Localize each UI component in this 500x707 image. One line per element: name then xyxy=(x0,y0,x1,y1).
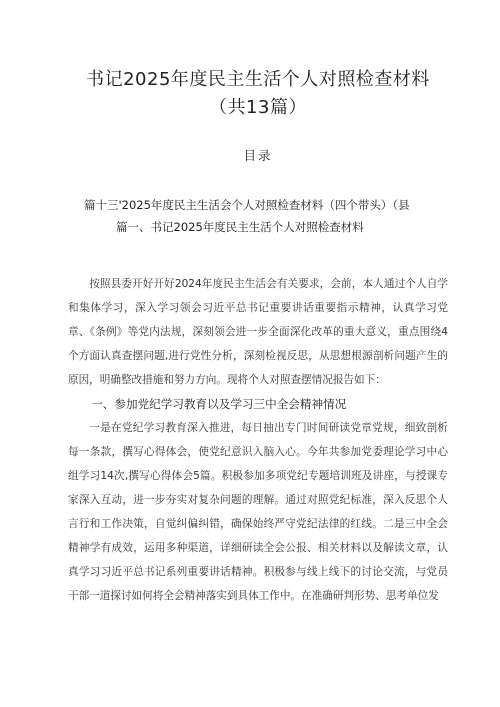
table-of-contents xyxy=(68,194,448,238)
section-paragraph: 一是在党纪学习教育深入推进，每日抽出专门时间研读党章党规，细致剖析每一条款，撰写心得体会，使党纪意识入脑入心。今年共参加党委理论学习中心组学习14次,撰写心得体会5篇。积极参加多项党纪专题培训班及讲座，与授课专家深入互动，进一步夯实对复杂问题的理解。通过对照党纪标准，深入反思个人言行和工作决策，自觉纠偏纠错，确保始终严守党纪法律的红线。二是三中全会精神学有成效，运用多种渠道，详细研读全会公报、相关材料以及解读文章，认真学习习近平总书记系列重要讲话精神。积极参与线上线下的讨论交流，与党员干部一道探讨如何将全会精神落实到具体工作中。在准确研判形势、思考单位发 xyxy=(68,422,448,602)
toc-item[interactable]: 篇十三'2025年度民主生活会个人对照检查材料（四个带头）（县 xyxy=(84,198,410,212)
section-heading: 一、参加党纪学习教育以及学习三中全会精神情况 xyxy=(91,397,347,411)
document-title: 书记2025年度民主生活个人对照检查材料（共13篇） xyxy=(86,69,430,118)
toc-heading: 目录 xyxy=(243,148,273,163)
document-body xyxy=(68,272,448,608)
intro-paragraph: 按照县委开好开好2024年度民主生活会有关要求，会前，本人通过个人自学和集体学习，深入学习领会习近平总书记重要讲话重要指示精神，认真学习党章、《条例》等党内法规，深刻领会进一步全面深化改革的重大意义，重点围绕4个方面认真查摆问题,进行党性分析，深刻检视反思，从思想根源剖析问题产生的原因，明确整改措施和努力方向。现将个人对照查摆情况报告如下： xyxy=(68,278,448,386)
toc-item[interactable]: 篇一、书记2025年度民主生活个人对照检查材料 xyxy=(116,220,364,234)
